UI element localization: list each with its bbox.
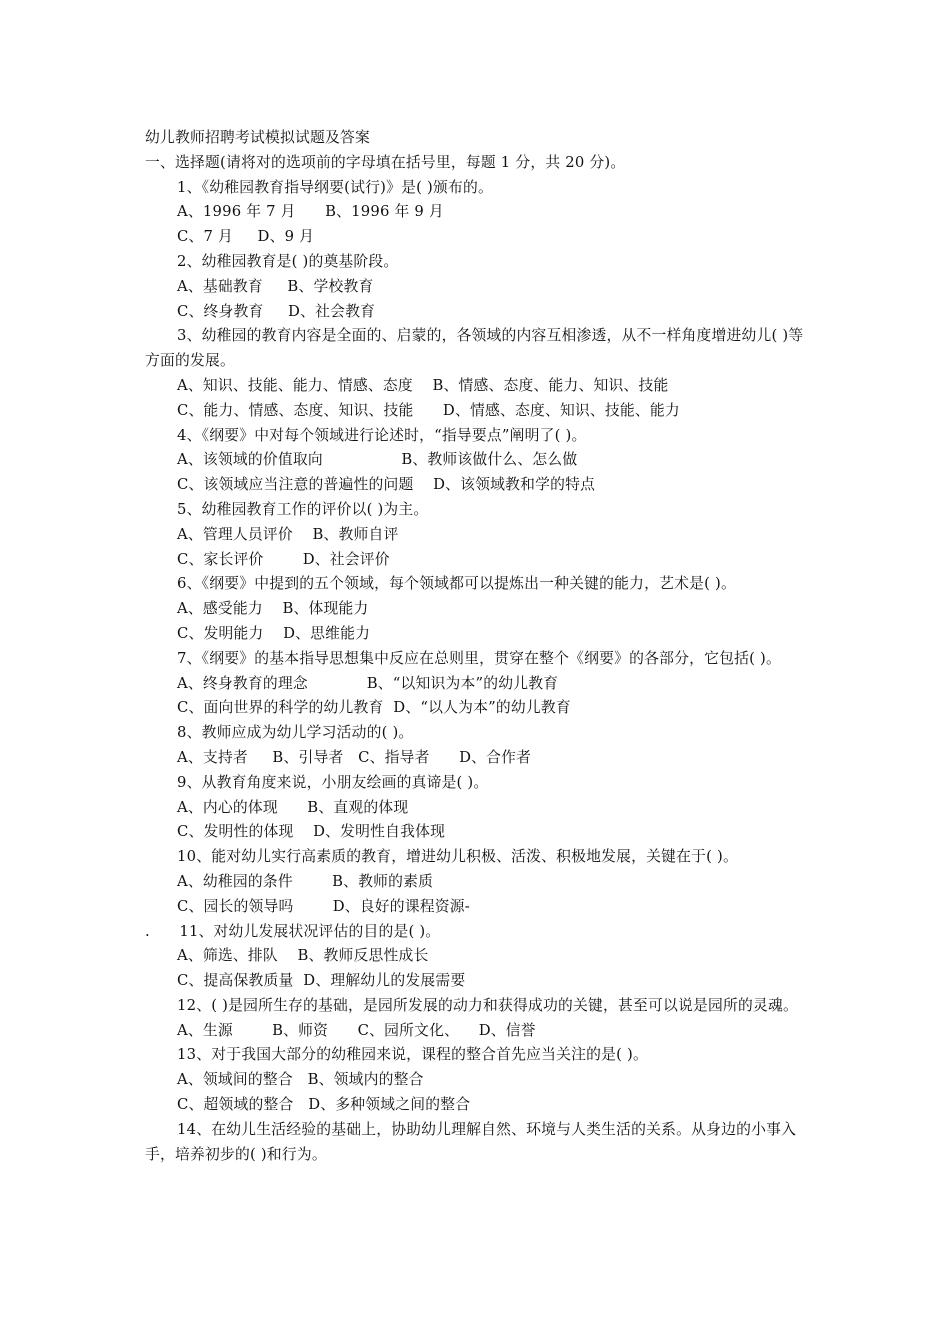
question-9-options-ab: A、内心的体现 B、直观的体现	[177, 798, 409, 816]
question-6-options-ab: A、感受能力 B、体现能力	[177, 600, 369, 618]
question-5: 5、幼稚园教育工作的评价以( )为主。	[177, 500, 429, 518]
question-2-options-ab: A、基础教育 B、学校教育	[177, 277, 374, 295]
question-13: 13、对于我国大部分的幼稚园来说，课程的整合首先应当关注的是( )。	[177, 1046, 648, 1064]
exam-content	[145, 126, 810, 1167]
question-1: 1、《幼稚园教育指导纲要(试行)》是( )颁布的。	[177, 178, 493, 196]
question-5-options-ab: A、管理人员评价 B、教师自评	[177, 525, 399, 543]
question-4-options-cd: C、该领域应当注意的普遍性的问题 D、该领域教和学的特点	[177, 476, 596, 494]
question-7: 7、《纲要》的基本指导思想集中反应在总则里，贯穿在整个《纲要》的各部分，它包括( )。	[177, 649, 781, 667]
question-10-options-cd: C、园长的领导吗 D、良好的课程资源-	[177, 897, 470, 915]
section-heading: 一、选择题(请将对的选项前的字母填在括号里，每题 1 分，共 20 分)。	[145, 153, 626, 171]
question-4: 4、《纲要》中对每个领域进行论述时，“指导要点”阐明了( )。	[177, 426, 587, 444]
question-14: 14、在幼儿生活经验的基础上，协助幼儿理解自然、环境与人类生活的关系。从身边的小事入手，培养初步的( )和行为。	[145, 1120, 797, 1163]
question-10-options-ab: A、幼稚园的条件 B、教师的素质	[177, 872, 434, 890]
question-3-options-ab: A、知识、技能、能力、情感、态度 B、情感、态度、能力、知识、技能	[177, 376, 669, 394]
question-10: 10、能对幼儿实行高素质的教育，增进幼儿积极、活泼、积极地发展，关键在于( )。	[177, 848, 738, 866]
document-title: 幼儿教师招聘考试模拟试题及答案	[145, 129, 370, 146]
question-11: . 11、对幼儿发展状况评估的目的是( )。	[145, 922, 441, 940]
question-3-options-cd: C、能力、情感、态度、知识、技能 D、情感、态度、知识、技能、能力	[177, 401, 680, 419]
question-13-options-cd: C、超领域的整合 D、多种领域之间的整合	[177, 1096, 471, 1114]
question-11-options-ab: A、筛选、排队 B、教师反思性成长	[177, 947, 429, 965]
question-5-options-cd: C、家长评价 D、社会评价	[177, 550, 390, 568]
question-7-options-ab: A、终身教育的理念 B、“以知识为本”的幼儿教育	[177, 674, 559, 692]
question-7-options-cd: C、面向世界的科学的幼儿教育 D、“以人为本”的幼儿教育	[177, 699, 571, 717]
question-1-options-cd: C、7 月 D、9 月	[177, 228, 315, 246]
question-2-options-cd: C、终身教育 D、社会教育	[177, 302, 376, 320]
question-12-options: A、生源 B、师资 C、园所文化、 D、信誉	[177, 1021, 536, 1039]
question-12: 12、( )是园所生存的基础，是园所发展的动力和获得成功的关键，甚至可以说是园所的灵魂。	[177, 996, 798, 1014]
question-4-options-ab: A、该领域的价值取向 B、教师该做什么、怎么做	[177, 451, 578, 469]
question-2: 2、幼稚园教育是( )的奠基阶段。	[177, 252, 399, 270]
question-13-options-ab: A、领域间的整合 B、领域内的整合	[177, 1071, 424, 1089]
question-8-options: A、支持者 B、引导者 C、指导者 D、合作者	[177, 748, 532, 766]
question-6: 6、《纲要》中提到的五个领域，每个领域都可以提炼出一种关键的能力，艺术是( )。	[177, 575, 736, 593]
question-1-options-ab: A、1996 年 7 月 B、1996 年 9 月	[177, 203, 444, 221]
question-8: 8、教师应成为幼儿学习活动的( )。	[177, 724, 414, 742]
question-9-options-cd: C、发明性的体现 D、发明性自我体现	[177, 823, 446, 841]
question-9: 9、从教育角度来说，小朋友绘画的真谛是( )。	[177, 773, 489, 791]
question-11-options-cd: C、提高保教质量 D、理解幼儿的发展需要	[177, 972, 466, 990]
question-6-options-cd: C、发明能力 D、思维能力	[177, 624, 371, 642]
question-3: 3、幼稚园的教育内容是全面的、启蒙的，各领域的内容互相渗透，从不一样角度增进幼儿( )等方面的发展。	[145, 327, 804, 370]
